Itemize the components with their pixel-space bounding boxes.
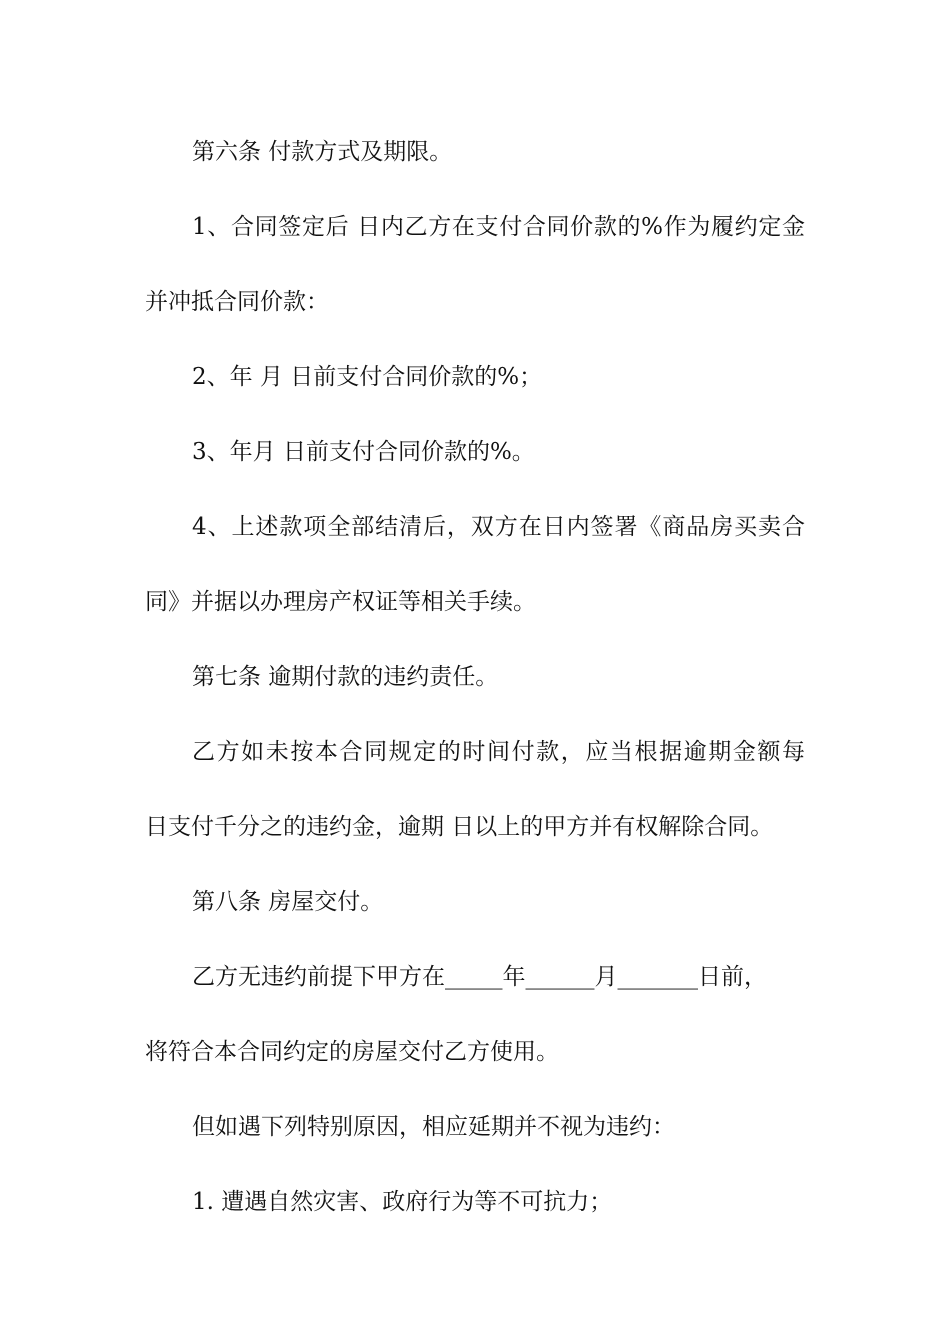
payment-clause-4-line-1: 4、上述款项全部结清后，双方在日内签署《商品房买卖合 [192,514,805,540]
payment-clause-1-line-1: 1、合同签定后 日内乙方在支付合同价款的%作为履约定金 [192,214,805,240]
exception-item-1: 1. 遭遇自然灾害、政府行为等不可抗力； [192,1189,613,1215]
payment-clause-3: 3、年月 日前支付合同价款的%。 [192,439,535,465]
article-7-text-line-2: 日支付千分之的违约金，逾期 日以上的甲方并有权解除合同。 [145,814,774,840]
payment-clause-2: 2、年 月 日前支付合同价款的%； [192,364,543,390]
payment-clause-1-line-2: 并冲抵合同价款： [145,289,329,315]
article-6-heading: 第六条 付款方式及期限。 [192,139,453,165]
payment-clause-4-line-2: 同》并据以办理房产权证等相关手续。 [145,589,536,615]
article-7-text-line-1: 乙方如未按本合同规定的时间付款，应当根据逾期金额每 [192,739,805,765]
exception-intro: 但如遇下列特别原因，相应延期并不视为违约： [192,1114,675,1140]
article-8-text-line-1: 乙方无违约前提下甲方在_____年______月_______日前， [192,964,767,990]
article-8-heading: 第八条 房屋交付。 [192,889,384,915]
article-8-text-line-2: 将符合本合同约定的房屋交付乙方使用。 [145,1039,559,1065]
article-7-heading: 第七条 逾期付款的违约责任。 [192,664,499,690]
